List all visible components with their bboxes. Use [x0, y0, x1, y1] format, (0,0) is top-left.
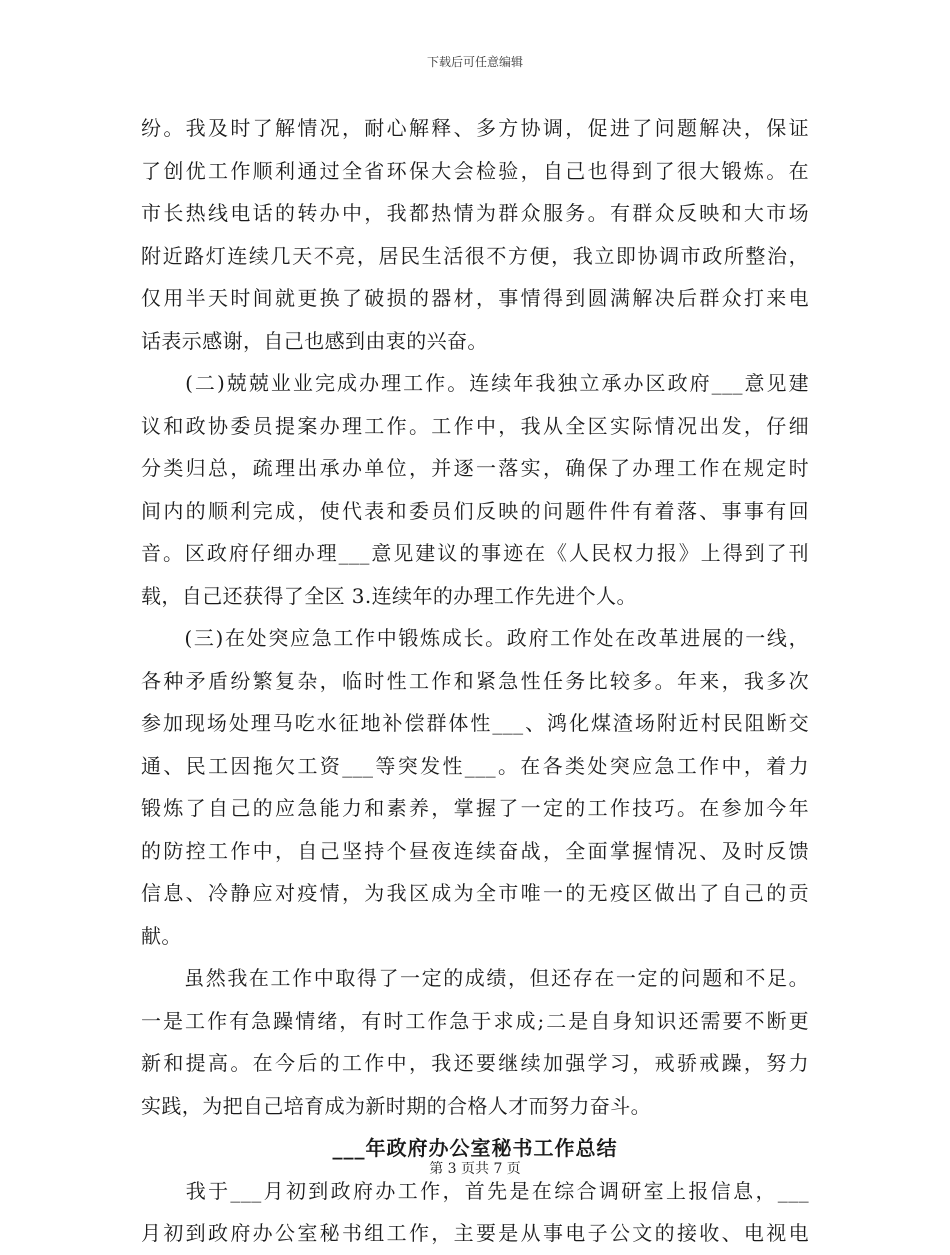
- text-line: 音。区政府仔细办理___意见建议的事迹在《人民权力报》上得到了刊: [141, 541, 809, 565]
- text-line: 的防控工作中，自己坚持个昼夜连续奋战，全面掌握情况、及时反馈: [141, 838, 809, 863]
- text-line: 月初到政府办公室秘书组工作，主要是从事电子公文的接收、电视电: [141, 1221, 809, 1245]
- text-line: 信息、冷静应对疫情，为我区成为全市唯一的无疫区做出了自己的贡: [141, 881, 809, 905]
- text-line: 实践，为把自己培育成为新时期的合格人才而努力奋斗。: [141, 1093, 651, 1118]
- text-line: 虽然我在工作中取得了一定的成绩，但还存在一定的问题和不足。: [141, 966, 809, 990]
- text-line: 我于___月初到政府办工作，首先是在综合调研室上报信息，___: [141, 1178, 809, 1203]
- page-header-note: 下载后可任意编辑: [426, 55, 523, 69]
- text-line: (三)在处突应急工作中锻炼成长。政府工作处在改革进展的一线，: [141, 626, 809, 650]
- text-line: 通、民工因拖欠工资___等突发性___。在各类处突应急工作中，着力: [141, 753, 809, 778]
- text-line: 市长热线电话的转办中，我都热情为群众服务。有群众反映和大市场: [141, 201, 809, 225]
- text-line: 分类归总，疏理出承办单位，并逐一落实，确保了办理工作在规定时: [141, 456, 809, 480]
- page-number: 第 3 页共 7 页: [429, 1161, 521, 1177]
- text-line: 附近路灯连续几天不亮，居民生活很不方便，我立即协调市政所整治，: [141, 243, 809, 268]
- text-line: 纷。我及时了解情况，耐心解释、多方协调，促进了问题解决，保证: [141, 116, 809, 140]
- section-heading: ___年政府办公室秘书工作总结: [332, 1136, 618, 1160]
- text-line: 仅用半天时间就更换了破损的器材，事情得到圆满解决后群众打来电: [141, 286, 809, 310]
- text-line: 议和政协委员提案办理工作。工作中，我从全区实际情况出发，仔细: [141, 413, 809, 438]
- text-line: 一是工作有急躁情绪，有时工作急于求成;二是自身知识还需要不断更: [141, 1008, 809, 1033]
- text-line: 载，自己还获得了全区 3.连续年的办理工作先进个人。: [141, 583, 637, 608]
- text-line: 话表示感谢，自己也感到由衷的兴奋。: [141, 328, 488, 353]
- text-line: 间内的顺利完成，使代表和委员们反映的问题件件有着落、事事有回: [141, 498, 809, 523]
- text-line: 新和提高。在今后的工作中，我还要继续加强学习，戒骄戒躁，努力: [141, 1051, 809, 1075]
- text-line: 各种矛盾纷繁复杂，临时性工作和紧急性任务比较多。年来，我多次: [141, 668, 809, 693]
- text-line: 献。: [141, 923, 182, 948]
- text-line: 参加现场处理马吃水征地补偿群体性___、鸿化煤渣场附近村民阻断交: [141, 711, 809, 735]
- text-line: 了创优工作顺利通过全省环保大会检验，自己也得到了很大锻炼。在: [141, 158, 809, 183]
- document-body: [141, 107, 809, 1255]
- text-line: (二)兢兢业业完成办理工作。连续年我独立承办区政府___意见建: [141, 371, 809, 395]
- text-line: 锻炼了自己的应急能力和素养，掌握了一定的工作技巧。在参加今年: [141, 796, 809, 820]
